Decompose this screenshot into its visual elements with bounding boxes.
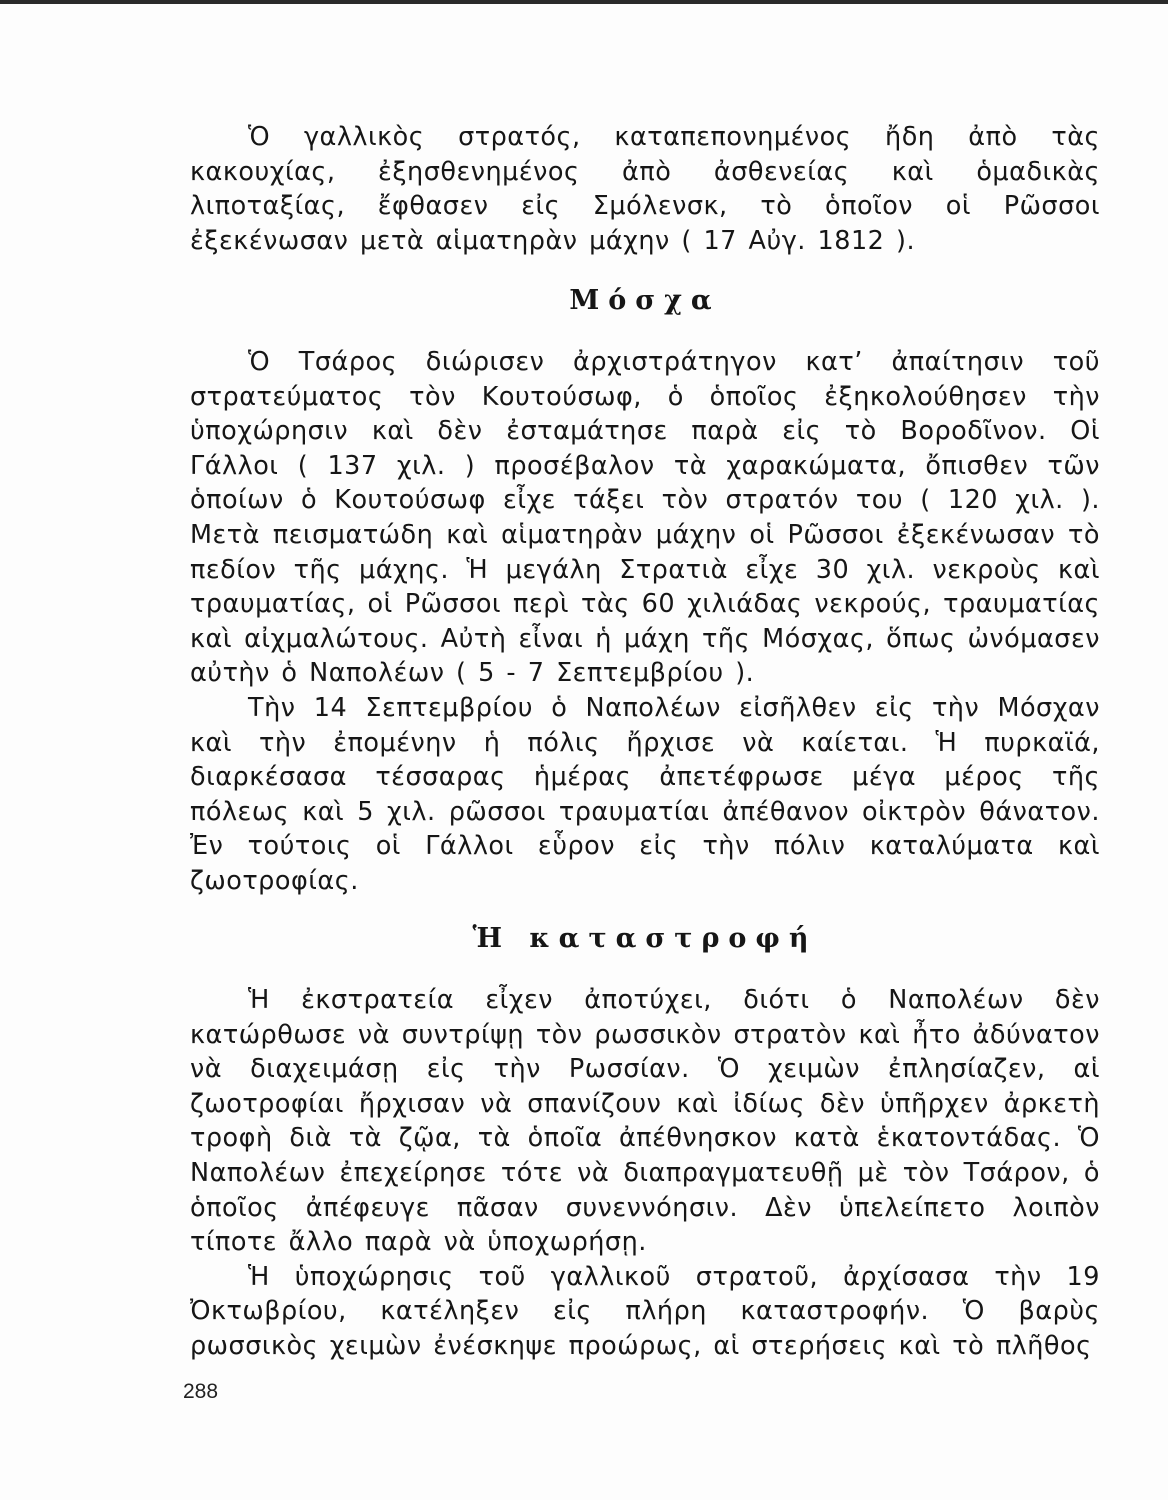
paragraph-moscow-fire: Τὴν 14 Σεπτεμβρίου ὁ Ναπολέων εἰσῆλθεν εἰς τὴν Μόσχαν καὶ τὴν ἐπομένην ἡ πόλις ἤρχισε νὰ καίεται. Ἡ πυρκαϊά, διαρκέσασα τέσσαρας ἡμέρας ἀπετέφρωσε μέγα μέρος τῆς πόλεως καὶ 5 χιλ. ρῶσσοι τραυματίαι ἀπέθανον οἰκτρὸν θάνατον. Ἐν τούτοις οἱ Γάλλοι εὗρον εἰς τὴν πόλιν καταλύματα καὶ ζωοτροφίας.: [190, 692, 1100, 896]
section-heading-moscow: Μόσχα: [569, 285, 721, 317]
paragraph-smolensk: Ὁ γαλλικὸς στρατός, καταπεπονημένος ἤδη ἀπὸ τὰς κακουχίας, ἐξησθενημένος ἀπὸ ἀσθενείας καὶ ὁμαδικὰς λιποταξίας, ἔφθασεν εἰς Σμόλενσκ, τὸ ὁποῖον οἱ Ρῶσσοι ἐξεκένωσαν μετὰ αἱματηρὰν μάχην ( 17 Αὐγ. 1812 ).: [190, 122, 1100, 256]
paragraph-failure: Ἡ ἐκστρατεία εἶχεν ἀποτύχει, διότι ὁ Ναπολέων δὲν κατώρθωσε νὰ συντρίψῃ τὸν ρωσσικὸν στρατὸν καὶ ἦτο ἀδύνατον νὰ διαχειμάσῃ εἰς τὴν Ρωσσίαν. Ὁ χειμὼν ἐπλησίαζεν, αἱ ζωοτροφίαι ἤρχισαν νὰ σπανίζουν καὶ ἰδίως δὲν ὑπῆρχεν ἀρκετὴ τροφὴ διὰ τὰ ζῷα, τὰ ὁποῖα ἀπέθνησκον κατὰ ἑκατοντάδας. Ὁ Ναπολέων ἐπεχείρησε τότε νὰ διαπραγματευθῇ μὲ τὸν Τσάρον, ὁ ὁποῖος ἀπέφευγε πᾶσαν συνεννόησιν. Δὲν ὑπελείπετο λοιπὸν τίποτε ἄλλο παρὰ νὰ ὑποχωρήσῃ.: [190, 985, 1100, 1258]
page-number: 288: [183, 1380, 219, 1403]
page-body: [190, 120, 1100, 1364]
paragraph-retreat: Ἡ ὑποχώρησις τοῦ γαλλικοῦ στρατοῦ, ἀρχίσασα τὴν 19 Ὀκτωβρίου, κατέληξεν εἰς πλήρη καταστροφήν. Ὁ βαρὺς ρωσσικὸς χειμὼν ἐνέσκηψε προώρως, αἱ στερήσεις καὶ τὸ πλῆθος: [190, 1261, 1100, 1361]
section-heading-disaster: Ἡ καταστροφή: [472, 923, 818, 955]
paragraph-borodino: Ὁ Τσάρος διώρισεν ἀρχιστράτηγον κατ’ ἀπαίτησιν τοῦ στρατεύματος τὸν Κουτούσωφ, ὁ ὁποῖος ἐξηκολούθησεν τὴν ὑποχώρησιν καὶ δὲν ἐσταμάτησε παρὰ εἰς τὸ Βοροδῖνον. Οἱ Γάλλοι ( 137 χιλ. ) προσέβαλον τὰ χαρακώματα, ὄπισθεν τῶν ὁποίων ὁ Κουτούσωφ εἶχε τάξει τὸν στρατόν του ( 120 χιλ. ). Μετὰ πεισματώδη καὶ αἱματηρὰν μάχην οἱ Ρῶσσοι ἐξεκένωσαν τὸ πεδίον τῆς μάχης. Ἡ μεγάλη Στρατιὰ εἶχε 30 χιλ. νεκροὺς καὶ τραυματίας, οἱ Ρῶσσοι περὶ τὰς 60 χιλιάδας νεκρούς, τραυματίας καὶ αἰχμαλώτους. Αὐτὴ εἶναι ἡ μάχη τῆς Μόσχας, ὅπως ὠνόμασεν αὐτὴν ὁ Ναπολέων ( 5 - 7 Σεπτεμβρίου ).: [190, 346, 1100, 689]
scan-edge: [0, 0, 1168, 4]
